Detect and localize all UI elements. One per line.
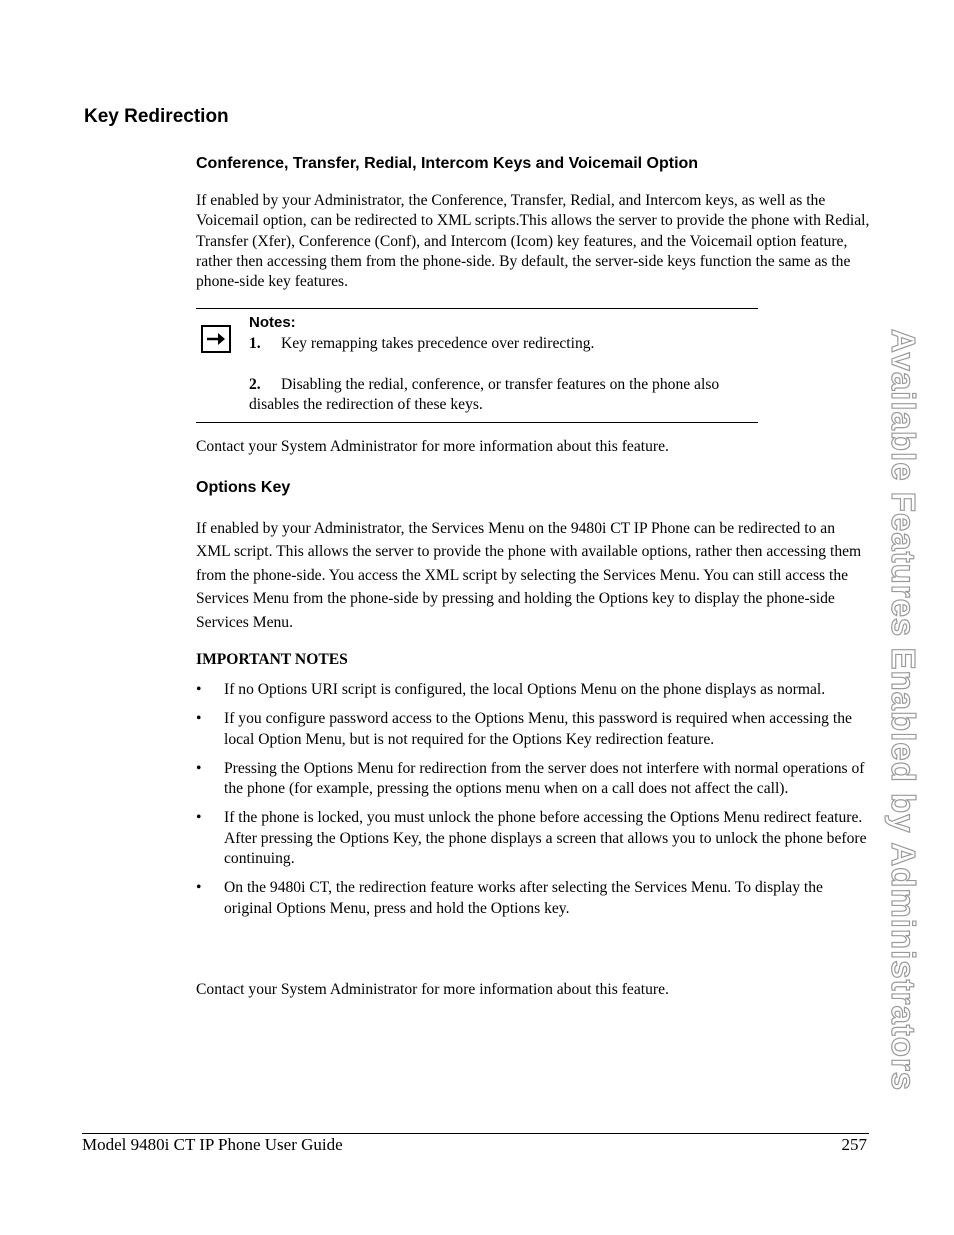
list-item-text: Pressing the Options Menu for redirection from the server does not interfere with normal operations of the phone (for example, pressing the options menu when on a call does not affect the call). bbox=[224, 759, 865, 798]
bullet-icon: • bbox=[196, 710, 202, 728]
note-item bbox=[249, 375, 749, 416]
section-heading: Key Redirection bbox=[84, 106, 229, 127]
list-item bbox=[196, 709, 872, 750]
list-item bbox=[196, 680, 872, 700]
list-item-text: If the phone is locked, you must unlock the phone before accessing the Options Menu redirect feature. After pressing the Options Key, the phone displays a screen that allows you to unlock the phone before continuing. bbox=[224, 809, 867, 868]
note-item bbox=[249, 334, 749, 354]
bullet-icon: • bbox=[196, 809, 202, 827]
contact-paragraph: Contact your System Administrator for more information about this feature. bbox=[196, 981, 669, 998]
arrow-right-icon bbox=[201, 325, 231, 353]
bullet-icon: • bbox=[196, 681, 202, 698]
note-top-rule bbox=[196, 308, 758, 309]
side-tab bbox=[883, 312, 923, 1108]
list-item bbox=[196, 808, 872, 869]
conference-intro-paragraph: If enabled by your Administrator, the Conference, Transfer, Redial, and Intercom keys, as well as the Voicemail option, can be redirected to XML scripts.This allows the server to provide the phone with Redial, Transfer (Xfer), Conference (Conf), and Intercom (Icom) key features, and the Voicemail option feature, rather then accessing them from the phone-side. By default, the server-side keys function the same as the phone-side key features. bbox=[196, 192, 870, 291]
subsection-title-options-key: Options Key bbox=[196, 479, 291, 496]
note-text: Disabling the redial, conference, or transfer features on the phone also disables the redirection of these keys. bbox=[249, 376, 720, 414]
page-number: 257 bbox=[841, 1135, 867, 1154]
important-notes-title: IMPORTANT NOTES bbox=[196, 651, 348, 668]
side-tab-label: Available Features Enabled by Administrators bbox=[885, 328, 922, 1092]
options-intro-paragraph: If enabled by your Administrator, the Services Menu on the 9480i CT IP Phone can be redirected to an XML script. This allows the server to provide the phone with available options, rather then accessing them from the phone-side. You access the XML script by selecting the Services Menu. You can still access the Services Menu from the phone-side by pressing and holding the Options key to display the phone-side Services Menu. bbox=[196, 520, 862, 631]
note-number: 2. bbox=[249, 376, 261, 393]
notes-title: Notes: bbox=[249, 314, 296, 331]
important-notes-list bbox=[196, 680, 872, 928]
footer-rule bbox=[82, 1133, 869, 1134]
list-item bbox=[196, 759, 872, 800]
list-item-text: If you configure password access to the Options Menu, this password is required when accessing the local Option Menu, but is not required for the Options Key redirection feature. bbox=[224, 710, 852, 748]
list-item-text: On the 9480i CT, the redirection feature works after selecting the Services Menu. To display the original Options Menu, press and hold the Options key. bbox=[224, 879, 823, 917]
subsection-title-conference: Conference, Transfer, Redial, Intercom Keys and Voicemail Option bbox=[196, 155, 699, 172]
bullet-icon: • bbox=[196, 879, 202, 897]
list-item bbox=[196, 878, 872, 919]
contact-paragraph: Contact your System Administrator for more information about this feature. bbox=[196, 438, 669, 455]
footer-title: Model 9480i CT IP Phone User Guide bbox=[82, 1135, 343, 1154]
list-item-text: If no Options URI script is configured, the local Options Menu on the phone displays as normal. bbox=[224, 681, 826, 698]
note-bottom-rule bbox=[196, 422, 758, 423]
note-number: 1. bbox=[249, 335, 261, 352]
note-text: Key remapping takes precedence over redirecting. bbox=[281, 335, 595, 352]
bullet-icon: • bbox=[196, 759, 202, 777]
